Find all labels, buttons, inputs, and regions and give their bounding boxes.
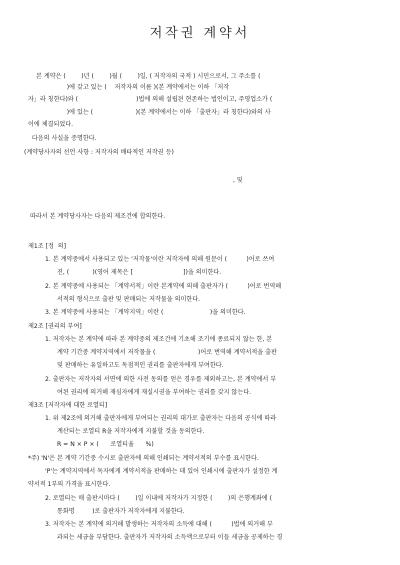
note-line-2: 'P'는 계약지역에서 독자에게 계약서적을 판매하는 데 있어 인쇄시에 출판자가 설정한 계	[45, 468, 278, 475]
note-line-3: 약서적 1부의 가격을 표시한다.	[28, 481, 111, 488]
article-3-line-3: 2. 로열티는 매 출판시마다 ( )일 이내에 저작자가 지정한 ( )의 은행계좌에 (	[45, 495, 273, 502]
preamble-line-5: 이에 체결되었다.	[28, 121, 74, 128]
article-1-line-2: 진, ( )(영어 제목은 [ ])을 의미한다.	[57, 269, 222, 276]
article-3-line-1: 1. 위 제2조에 의거해 출판자에게 부여되는 권리의 대가로 출판자는 다음의 공식에 따라	[45, 415, 277, 422]
article-1-line-1: 1. 본 계약중에서 사용되고 있는 '저작물'이란 저작자에 의해 원문이 ( )어로 쓰여	[45, 256, 275, 263]
article-2-line-2: 계약 기간중 계약지역에서 저작물을 ( )어로 번역해 계약서적을 출판	[57, 349, 277, 356]
article-2-line-1: 1. 저작자는 본 계약에 따라 본 계약중의 제조건에 기초해 조기에 종료되지 않는 한, 본	[45, 336, 273, 343]
article-1-line-5: 3. 본 계약중에 사용되는 「계약지역」이란 ( )을 의미한다.	[45, 309, 246, 316]
agreement-line: 따라서 본 계약당사자는 다음의 제조건에 합의한다.	[30, 213, 166, 220]
article-2-heading: 제2조 [권리의 부여]	[28, 323, 82, 330]
preamble-line-2: )에 갖고 있는 ( 저작자의 이름 )(본 계약에서는 이하 「저작	[28, 84, 230, 91]
royalty-formula: R = N × P × ( 로열티율 %)	[57, 441, 154, 448]
witnesseth-line: 다음의 사실을 증명한다.	[28, 135, 97, 142]
article-1-line-4: 서적의 형식으로 출판 및 판매되는 저작물을 의미한다.	[57, 296, 201, 303]
article-3-line-6: 과되는 세금을 부담한다. 출판자가 저작자의 소득액으로부터 이들 세금을 공제하는 경	[57, 534, 283, 541]
preamble-line-3: 자」라 칭한다)와 ( )법에 의해 설립된 현존하는 법인이고, 주영업소가 (	[28, 96, 273, 103]
article-1-heading: 제1조 [정 의]	[28, 243, 66, 250]
article-2-line-5: 여된 권리에 의거해 재심자에게 재실시권을 부여하는 권리를 갖지 않는다.	[57, 389, 252, 396]
article-2-line-4: 2. 출판자는 저작자의 서면에 의한 사전 동의를 얻은 경우를 제외하고는, 본 계약에서 부	[45, 376, 277, 383]
note-line-1: *주) 'N'은 본 계약 기간중 수시로 출판자에 의해 인쇄되는 계약서적의 부수를 표시한다.	[28, 455, 259, 462]
preamble-line-1: 본 계약은 ( )년 ( )월 ( )일, ( 저작자의 국적 ) 시민으로서, 그 주소를 (	[36, 73, 261, 80]
article-3-line-5: 3. 저작자는 본 계약에 의거해 발생하는 저작자의 소득에 대해 ( )법에 의거해 부	[45, 521, 273, 528]
article-2-line-3: 및 판매하는 유일하고도 독점적인 권리를 출판자에게 부여한다.	[57, 362, 224, 369]
article-3-line-2: 계산되는 로열티 R을 저작자에게 지불할 것을 동의한다.	[57, 428, 205, 435]
declaration-line: (계약당사자의 선언 사항 : 저작자의 배타적인 저작권 등)	[24, 149, 174, 156]
and-line: , 및	[233, 177, 243, 184]
preamble-line-4: )에 있는 ( )(본 계약에서는 이하 「출판자」라 칭한다)와의 사	[28, 109, 271, 116]
article-3-heading: 제3조 [저작자에 대한 로열티]	[28, 402, 108, 409]
article-3-line-4: 통화명 )로 출판자가 저작자에게 지불한다.	[57, 508, 185, 515]
article-1-line-3: 2. 본 계약중에 사용되는 「계약서적」이란 본계약에 의해 출판자가 ( )어로 번역해	[45, 283, 282, 290]
document-title: 저작권 계약서	[149, 26, 251, 41]
